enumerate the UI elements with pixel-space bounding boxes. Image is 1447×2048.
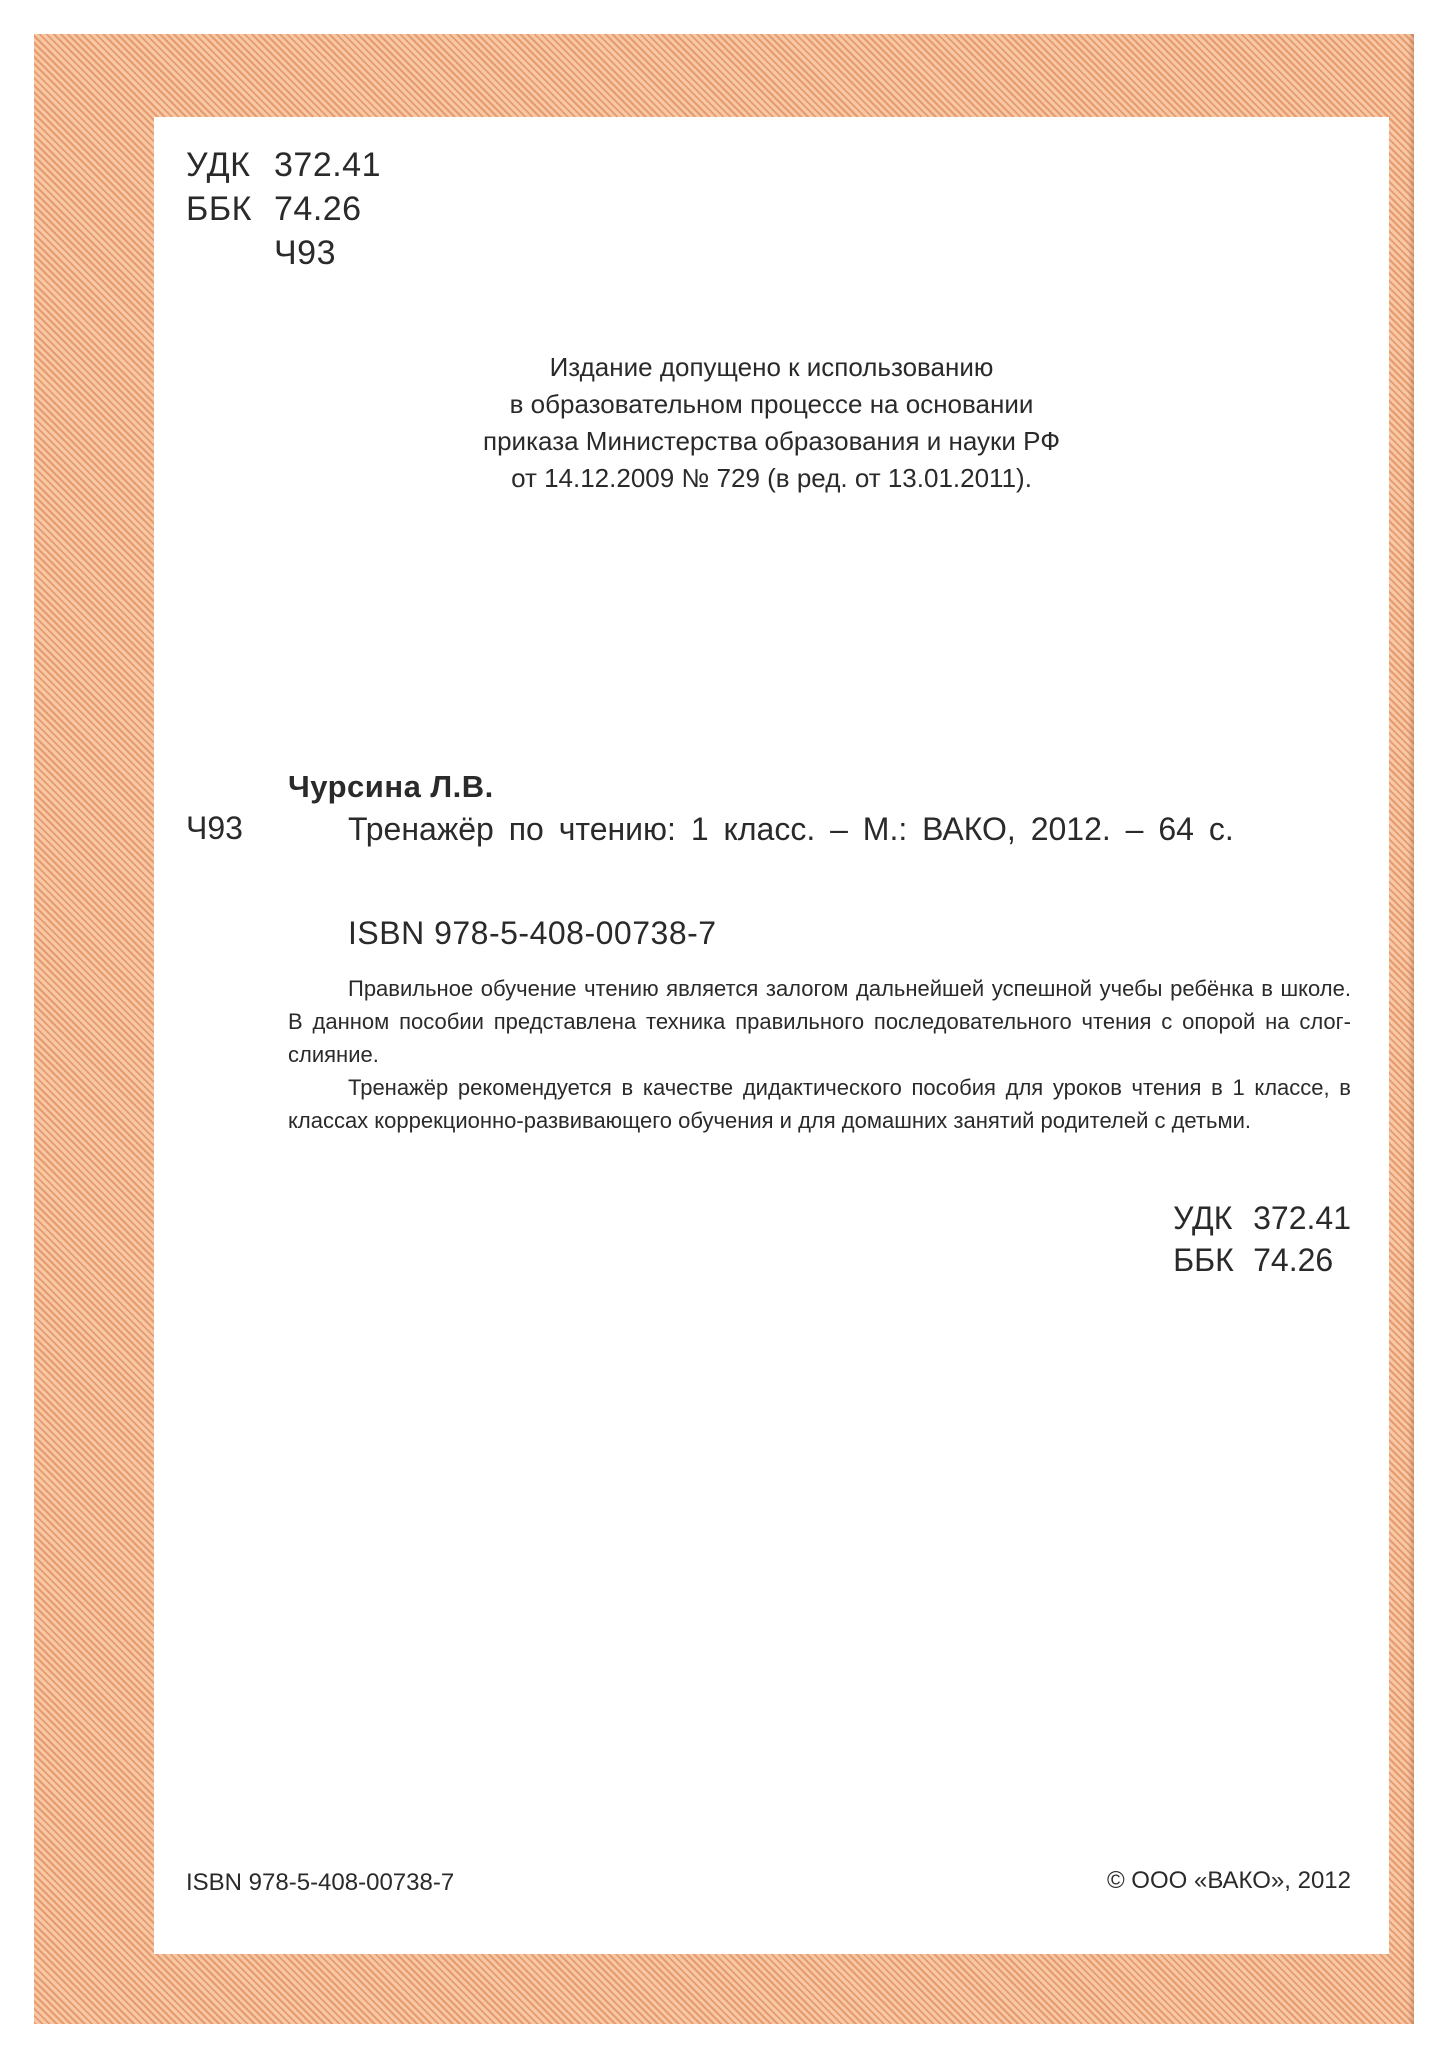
bbk-row-bottom	[1173, 1239, 1351, 1281]
udk-label: УДК	[186, 146, 251, 184]
annotation	[288, 972, 1351, 1137]
udk-value-bottom: 372.41	[1253, 1200, 1351, 1236]
approval-notice	[154, 349, 1389, 497]
author-mark-top: Ч93	[274, 234, 336, 272]
classification-codes-top	[186, 143, 381, 275]
bbk-value-bottom: 74.26	[1253, 1242, 1334, 1278]
copyright-notice: © ООО «ВАКО», 2012	[1106, 1867, 1351, 1894]
classification-codes-bottom	[1173, 1197, 1351, 1281]
bbk-label-bottom: ББК	[1173, 1242, 1234, 1278]
title-statement: Тренажёр по чтению: 1 класс. – М.: ВАКО, 2012. – 64 с.	[348, 811, 1234, 847]
author-mark: Ч93	[186, 810, 243, 846]
annotation-paragraph-1: Правильное обучение чтению является залогом дальнейшей успешной учебы ребёнка в школе. В данном пособии представлена техника правильного последовательного чтения с опорой на слог-слияние.	[288, 976, 1351, 1067]
approval-line-2: в образовательном процессе на основании	[509, 389, 1034, 419]
udk-label-bottom: УДК	[1173, 1200, 1233, 1236]
author-name: Чурсина Л.В.	[288, 769, 494, 804]
bbk-row	[186, 187, 381, 231]
author-mark-row	[186, 231, 381, 275]
bbk-value: 74.26	[274, 190, 362, 228]
udk-row-bottom	[1173, 1197, 1351, 1239]
bbk-label: ББК	[186, 190, 252, 228]
page-edge-shadow	[1408, 34, 1414, 2024]
udk-row	[186, 143, 381, 187]
imprint-page	[154, 117, 1389, 1954]
approval-line-4: от 14.12.2009 № 729 (в ред. от 13.01.2011).	[511, 463, 1032, 493]
approval-line-3: приказа Министерства образования и науки РФ	[483, 426, 1060, 456]
isbn-record: ISBN 978-5-408-00738-7	[348, 915, 717, 951]
approval-line-1: Издание допущено к использованию	[549, 352, 994, 382]
footer-isbn: ISBN 978-5-408-00738-7	[186, 1869, 455, 1896]
annotation-paragraph-2: Тренажёр рекомендуется в качестве дидактического пособия для уроков чтения в 1 классе, в классах коррекционно-развивающего обучения и для домашних занятий родителей с детьми.	[288, 1075, 1351, 1133]
udk-value: 372.41	[274, 146, 381, 184]
decorative-border-frame	[34, 34, 1414, 2024]
